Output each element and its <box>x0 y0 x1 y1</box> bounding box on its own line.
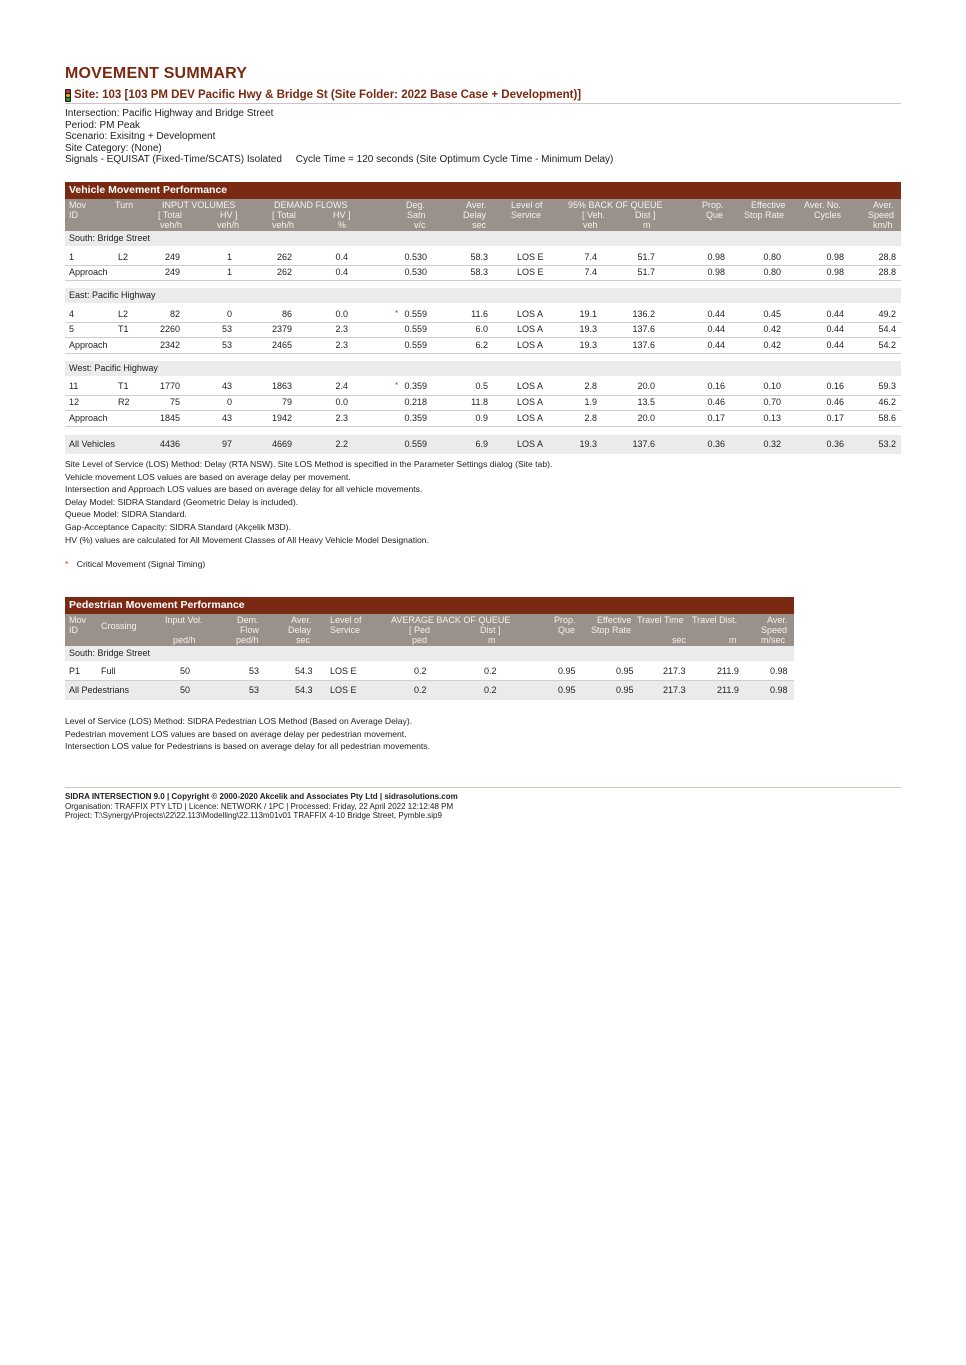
cell-turn: T1 <box>118 381 129 392</box>
cell-df_hv: 0.0 <box>335 397 348 408</box>
cell-los: LOS A <box>517 397 544 408</box>
cell-prop: 0.16 <box>707 381 725 392</box>
cell-deg: 0.559 <box>404 324 427 335</box>
cell-dist: 51.7 <box>637 251 655 262</box>
cell-cycles: 0.16 <box>826 381 844 392</box>
ped-hdr-travel-dist: Travel Dist. <box>692 615 738 625</box>
cell-stop: 0.42 <box>763 339 781 350</box>
hdr-sec: sec <box>472 220 487 230</box>
cell-dist: 20.0 <box>637 381 655 392</box>
cell-deg: 0.559 <box>404 308 427 319</box>
cell-iv_total: 2342 <box>159 339 180 350</box>
vehicle-note: HV (%) values are calculated for All Movement Classes of All Heavy Vehicle Model Designation. <box>65 534 429 545</box>
cell-speed: 59.3 <box>878 381 896 392</box>
cell-dist: 0.2 <box>484 685 497 695</box>
cell-cycles: 0.44 <box>826 308 844 319</box>
cell-time: 217.3 <box>663 666 686 676</box>
pedestrian-movement-table <box>65 597 794 700</box>
info-site-category: Site Category: (None) <box>65 142 162 154</box>
cell-speed: 28.8 <box>878 267 896 278</box>
table-row <box>65 307 901 323</box>
total-label: All Pedestrians <box>69 685 130 695</box>
ped-hdr-travel-time: Travel Time <box>637 615 684 625</box>
cell-prop: 0.98 <box>707 267 725 278</box>
cell-time: 217.3 <box>663 685 686 695</box>
ped-hdr-delay: Delay <box>288 625 312 635</box>
hdr-level-of: Level of <box>511 200 543 210</box>
cell-id: 4 <box>69 308 75 319</box>
ped-hdr-dem: Dem. <box>237 615 259 625</box>
cell-prop: 0.98 <box>707 251 725 262</box>
critical-movement-note <box>65 558 552 571</box>
cell-los: LOS E <box>517 267 544 278</box>
cell-speed: 0.98 <box>770 685 788 695</box>
cell-deg: 0.359 <box>404 381 427 392</box>
cell-ped: 0.2 <box>414 685 427 695</box>
hdr-mov: Mov <box>69 200 87 210</box>
cell-iv_total: 1770 <box>159 381 180 392</box>
cell-cycles: 0.44 <box>826 339 844 350</box>
cell-dist: 137.6 <box>632 339 655 350</box>
hdr-speed: Speed <box>868 210 895 220</box>
ped-hdr-mov: Mov <box>69 615 87 625</box>
hdr-satn: Satn <box>407 210 426 220</box>
cell-veh: 19.3 <box>579 339 597 350</box>
cell-iv_hv: 0 <box>226 397 232 408</box>
cell-tdist: 211.9 <box>717 666 739 676</box>
cell-delay: 6.0 <box>475 324 488 335</box>
hdr-cycles: Cycles <box>814 210 842 220</box>
cell-stop: 0.45 <box>763 308 781 319</box>
cell-dist: 136.2 <box>632 308 655 319</box>
cell-speed: 46.2 <box>878 397 896 408</box>
cell-df_total: 2465 <box>271 339 292 350</box>
cell-stop: 0.32 <box>763 438 781 449</box>
footer-organisation: Organisation: TRAFFIX PTY LTD | Licence: NETWORK / 1PC | Processed: Friday, 22 April 2022 12:12:48 PM <box>65 801 454 811</box>
cell-delay: 11.6 <box>471 308 488 319</box>
vehicle-movement-table <box>65 182 901 454</box>
cell-dist: 20.0 <box>637 412 655 423</box>
direction-group-header <box>65 231 901 246</box>
footer-copyright: SIDRA INTERSECTION 9.0 | Copyright © 2000-2020 Akcelik and Associates Pty Ltd | sidrasolutions.com <box>65 792 458 801</box>
report-title: MOVEMENT SUMMARY <box>65 65 248 82</box>
cell-delay: 11.8 <box>471 397 488 408</box>
cell-iv_hv: 1 <box>226 251 232 262</box>
cell-prop: 0.17 <box>707 412 725 423</box>
group-label: West: Pacific Highway <box>69 362 158 373</box>
ped-hdr-level-of: Level of <box>330 615 362 625</box>
ped-note: Intersection LOS value for Pedestrians is based on average delay for all pedestrian movements. <box>65 741 430 752</box>
cell-df_hv: 0.4 <box>335 251 348 262</box>
cell-label: Approach <box>69 339 108 350</box>
ped-hdr-id: ID <box>69 625 78 635</box>
ped-total-row <box>65 681 794 700</box>
ped-hdr-crossing: Crossing <box>101 621 137 631</box>
cell-turn: L2 <box>118 308 129 319</box>
cell-los: LOS E <box>330 685 357 695</box>
cell-cycles: 0.98 <box>826 267 844 278</box>
hdr-turn: Turn <box>115 200 134 210</box>
ped-hdr-aver-speed: Aver. <box>767 615 788 625</box>
cell-los: LOS E <box>330 666 357 676</box>
hdr-stop-rate: Stop Rate <box>744 210 785 220</box>
cell-prop: 0.44 <box>707 324 725 335</box>
hdr-q-veh: [ Veh. <box>582 210 606 220</box>
ped-note: Pedestrian movement LOS values are based on average delay per pedestrian movement. <box>65 728 407 739</box>
cell-label: Approach <box>69 412 108 423</box>
cell-iv_total: 4436 <box>159 438 180 449</box>
ped-hdr-sec: sec <box>296 635 311 645</box>
cell-veh: 2.8 <box>584 412 597 423</box>
vehicle-notes <box>65 458 552 571</box>
cell-prop: 0.95 <box>558 666 576 676</box>
cell-df_hv: 2.2 <box>335 438 348 449</box>
cell-input: 50 <box>180 685 191 695</box>
ped-hdr-q-ped-unit: ped <box>412 635 428 645</box>
cell-dist: 137.6 <box>632 438 655 449</box>
cell-veh: 7.4 <box>584 267 597 278</box>
cell-speed: 54.4 <box>878 324 896 335</box>
ped-hdr-aver: Aver. <box>291 615 312 625</box>
pedestrian-notes <box>65 715 430 753</box>
group-label: South: Bridge Street <box>69 233 151 243</box>
cell-delay: 6.2 <box>475 339 488 350</box>
critical-asterisk-icon: * <box>395 381 399 391</box>
cell-cycles: 0.46 <box>826 397 844 408</box>
hdr-deg: Deg. <box>406 200 426 210</box>
cell-prop: 0.44 <box>707 308 725 319</box>
ped-hdr-que: Que <box>558 625 576 635</box>
cell-tdist: 211.9 <box>717 685 739 695</box>
vehicle-note: Delay Model: SIDRA Standard (Geometric Delay is included). <box>65 496 299 507</box>
cell-id: P1 <box>69 666 81 676</box>
vehicle-note: Gap-Acceptance Capacity: SIDRA Standard (Akçelik M3D). <box>65 521 291 532</box>
cell-iv_hv: 53 <box>221 324 232 335</box>
hdr-id: ID <box>69 210 78 220</box>
cell-delay: 54.3 <box>295 666 313 676</box>
approach-row <box>65 338 901 354</box>
hdr-vc: v/c <box>414 220 426 230</box>
cell-df_hv: 0.0 <box>335 308 348 319</box>
cell-id: 1 <box>69 251 75 262</box>
hdr-df-unit1: veh/h <box>272 220 295 230</box>
cell-iv_hv: 0 <box>226 308 232 319</box>
cell-df_total: 4669 <box>271 438 292 449</box>
info-scenario: Scenario: Exisitng + Development <box>65 131 216 143</box>
cell-veh: 19.3 <box>579 324 597 335</box>
cell-iv_hv: 97 <box>221 438 232 449</box>
ped-hdr-speed: Speed <box>761 625 788 635</box>
hdr-que: Que <box>706 210 724 220</box>
cell-iv_total: 75 <box>169 397 180 408</box>
ped-note: Level of Service (LOS) Method: SIDRA Pedestrian LOS Method (Based on Average Delay). <box>65 716 413 726</box>
cell-df_total: 86 <box>281 308 292 319</box>
ped-hdr-effective: Effective <box>597 615 632 625</box>
table-row <box>65 380 901 396</box>
ped-hdr-q-dist: Dist ] <box>480 625 501 635</box>
cell-df_hv: 2.3 <box>335 324 348 335</box>
cell-deg: 0.530 <box>404 267 427 278</box>
cell-dist: 51.7 <box>637 267 655 278</box>
cell-speed: 49.2 <box>878 308 896 319</box>
cell-los: LOS A <box>517 381 544 392</box>
cell-id: 12 <box>69 397 80 408</box>
cell-los: LOS A <box>517 324 544 335</box>
cell-speed: 0.98 <box>770 666 788 676</box>
report-footer <box>65 787 901 821</box>
hdr-iv-total: [ Total <box>158 210 182 220</box>
cell-delay: 0.5 <box>475 381 488 392</box>
ped-hdr-flow: Flow <box>240 625 260 635</box>
cell-df_hv: 2.3 <box>335 412 348 423</box>
cell-deg: 0.218 <box>404 397 427 408</box>
vehicle-note: Queue Model: SIDRA Standard. <box>65 509 187 520</box>
cell-df_total: 262 <box>276 251 292 262</box>
cell-cycles: 0.44 <box>826 324 844 335</box>
hdr-effective: Effective <box>751 200 786 210</box>
hdr-service: Service <box>511 210 542 220</box>
ped-hdr-input: Input Vol. <box>165 615 203 625</box>
approach-row <box>65 411 901 427</box>
hdr-q-dist: Dist ] <box>635 210 656 220</box>
info-period: Period: PM Peak <box>65 119 141 131</box>
hdr-kmh: km/h <box>873 220 893 230</box>
cell-cycles: 0.36 <box>826 438 844 449</box>
hdr-prop: Prop. <box>702 200 724 210</box>
cell-delay: 54.3 <box>295 685 313 695</box>
cell-los: LOS A <box>517 412 544 423</box>
ped-hdr-stop-rate: Stop Rate <box>591 625 632 635</box>
vehicle-table-title: Vehicle Movement Performance <box>65 182 901 199</box>
hdr-aver-speed: Aver. <box>873 200 894 210</box>
cell-input: 50 <box>180 666 191 676</box>
footer-project: Project: T:\Synergy\Projects\22\22.113\Modelling\22.113m01v01 TRAFFIX 4-10 Bridge Street, Pymble.sip9 <box>65 811 442 821</box>
cell-deg: 0.530 <box>404 251 427 262</box>
cell-prop: 0.44 <box>707 339 725 350</box>
vehicle-table-header <box>65 199 901 231</box>
table-row <box>65 250 901 266</box>
cell-speed: 28.8 <box>878 251 896 262</box>
cell-los: LOS A <box>517 438 544 449</box>
cell-speed: 58.6 <box>878 412 896 423</box>
ped-hdr-back-of-queue: AVERAGE BACK OF QUEUE <box>391 615 511 625</box>
hdr-q-dist-unit: m <box>643 220 651 230</box>
table-row <box>65 661 794 681</box>
critical-asterisk-icon: * <box>65 559 69 570</box>
ped-group-header <box>65 646 794 661</box>
hdr-df-total: [ Total <box>272 210 296 220</box>
ped-hdr-speed-unit: m/sec <box>761 635 786 645</box>
direction-group-header <box>65 361 901 376</box>
direction-group-header <box>65 288 901 303</box>
info-signals: Signals - EQUISAT (Fixed-Time/SCATS) Isolated Cycle Time = 120 seconds (Site Optimum Cycle Time - Minimum Delay) <box>65 154 614 166</box>
cell-dist: 0.2 <box>484 666 497 676</box>
ped-hdr-prop: Prop. <box>554 615 576 625</box>
hdr-df-unit2: % <box>338 220 347 230</box>
cell-delay: 58.3 <box>470 251 488 262</box>
cell-df_total: 2379 <box>271 324 292 335</box>
cell-veh: 1.9 <box>584 397 597 408</box>
hdr-aver: Aver. <box>466 200 487 210</box>
cell-label: Approach <box>69 267 108 278</box>
cell-veh: 19.1 <box>579 308 597 319</box>
cell-iv_hv: 43 <box>221 412 232 423</box>
cell-df_total: 1863 <box>271 381 292 392</box>
traffic-signal-icon <box>65 89 71 102</box>
hdr-iv-unit2: veh/h <box>217 220 240 230</box>
hdr-input-volumes: INPUT VOLUMES <box>162 200 236 210</box>
cell-label: All Vehicles <box>69 438 116 449</box>
cell-dist: 137.6 <box>632 324 655 335</box>
cell-stop: 0.95 <box>616 685 634 695</box>
ped-table-header <box>65 614 794 646</box>
all-vehicles-row <box>65 435 901 454</box>
cell-stop: 0.80 <box>763 267 781 278</box>
table-row <box>65 323 901 339</box>
cell-stop: 0.10 <box>763 381 781 392</box>
hdr-demand-flows: DEMAND FLOWS <box>274 200 348 210</box>
cell-ped: 0.2 <box>414 666 427 676</box>
cell-stop: 0.95 <box>616 666 634 676</box>
cell-df_hv: 2.3 <box>335 339 348 350</box>
cell-iv_hv: 53 <box>221 339 232 350</box>
cell-crossing: Full <box>101 666 116 676</box>
cell-stop: 0.13 <box>763 412 781 423</box>
report-page <box>65 64 901 821</box>
cell-delay: 6.9 <box>475 438 488 449</box>
cell-los: LOS E <box>517 251 544 262</box>
hdr-q-veh-unit: veh <box>583 220 598 230</box>
cell-iv_total: 2260 <box>159 324 180 335</box>
ped-hdr-q-dist-unit: m <box>488 635 496 645</box>
table-row <box>65 396 901 412</box>
cell-iv_total: 249 <box>164 251 180 262</box>
vehicle-note: Intersection and Approach LOS values are based on average delay for all vehicle movements. <box>65 484 423 495</box>
critical-note-text: Critical Movement (Signal Timing) <box>76 559 206 570</box>
site-title: Site: 103 [103 PM DEV Pacific Hwy & Bridge St (Site Folder: 2022 Base Case + Development)] <box>74 89 582 101</box>
cell-turn: L2 <box>118 251 129 262</box>
cell-iv_hv: 1 <box>226 267 232 278</box>
ped-hdr-travel-dist-unit: m <box>729 635 737 645</box>
cell-iv_total: 1845 <box>159 412 180 423</box>
cell-prop: 0.46 <box>707 397 725 408</box>
cell-df_total: 262 <box>276 267 292 278</box>
cell-id: 11 <box>69 381 79 392</box>
cell-speed: 53.2 <box>878 438 896 449</box>
approach-row <box>65 266 901 282</box>
ped-hdr-service: Service <box>330 625 361 635</box>
cell-iv_hv: 43 <box>221 381 232 392</box>
vehicle-note: Vehicle movement LOS values are based on average delay per movement. <box>65 471 351 482</box>
cell-iv_total: 82 <box>169 308 180 319</box>
cell-los: LOS A <box>517 339 544 350</box>
cell-delay: 0.9 <box>475 412 488 423</box>
hdr-iv-hv: HV ] <box>220 210 238 220</box>
cell-speed: 54.2 <box>878 339 896 350</box>
info-intersection: Intersection: Pacific Highway and Bridge Street <box>65 108 274 119</box>
cell-df_total: 1942 <box>271 412 292 423</box>
ped-hdr-input-unit: ped/h <box>173 635 196 645</box>
cell-iv_total: 249 <box>164 267 180 278</box>
site-heading <box>65 87 901 104</box>
cell-turn: R2 <box>118 397 130 408</box>
cell-dem: 53 <box>249 685 260 695</box>
ped-hdr-flow-unit: ped/h <box>236 635 259 645</box>
hdr-back-of-queue: 95% BACK OF QUEUE <box>568 200 663 210</box>
ped-hdr-q-ped: [ Ped <box>409 625 431 635</box>
ped-table-title: Pedestrian Movement Performance <box>65 597 794 614</box>
hdr-df-hv: HV ] <box>333 210 351 220</box>
cell-los: LOS A <box>517 308 544 319</box>
cell-cycles: 0.17 <box>826 412 844 423</box>
ped-hdr-travel-time-unit: sec <box>672 635 687 645</box>
cell-delay: 58.3 <box>470 267 488 278</box>
cell-stop: 0.70 <box>763 397 781 408</box>
ped-group-label: South: Bridge Street <box>69 648 151 658</box>
vehicle-note: Site Level of Service (LOS) Method: Delay (RTA NSW). Site LOS Method is specified in the Parameter Settings dialog (Site tab). <box>65 459 553 469</box>
cell-cycles: 0.98 <box>826 251 844 262</box>
vehicle-table-body <box>65 231 901 454</box>
cell-stop: 0.80 <box>763 251 781 262</box>
cell-dist: 13.5 <box>637 397 655 408</box>
cell-deg: 0.559 <box>404 438 427 449</box>
hdr-iv-unit1: veh/h <box>160 220 183 230</box>
cell-deg: 0.359 <box>404 412 427 423</box>
cell-prop: 0.95 <box>558 685 576 695</box>
hdr-delay: Delay <box>463 210 487 220</box>
critical-asterisk-icon: * <box>395 308 399 318</box>
cell-veh: 7.4 <box>584 251 597 262</box>
cell-deg: 0.559 <box>404 339 427 350</box>
cell-dem: 53 <box>249 666 260 676</box>
cell-prop: 0.36 <box>707 438 725 449</box>
site-info <box>65 108 901 166</box>
cell-df_hv: 2.4 <box>335 381 348 392</box>
cell-veh: 19.3 <box>579 438 597 449</box>
cell-id: 5 <box>69 324 75 335</box>
hdr-aver-no: Aver. No. <box>804 200 841 210</box>
group-label: East: Pacific Highway <box>69 290 156 301</box>
cell-veh: 2.8 <box>584 381 597 392</box>
cell-df_hv: 0.4 <box>335 267 348 278</box>
cell-df_total: 79 <box>281 397 292 408</box>
cell-stop: 0.42 <box>763 324 781 335</box>
cell-turn: T1 <box>118 324 129 335</box>
